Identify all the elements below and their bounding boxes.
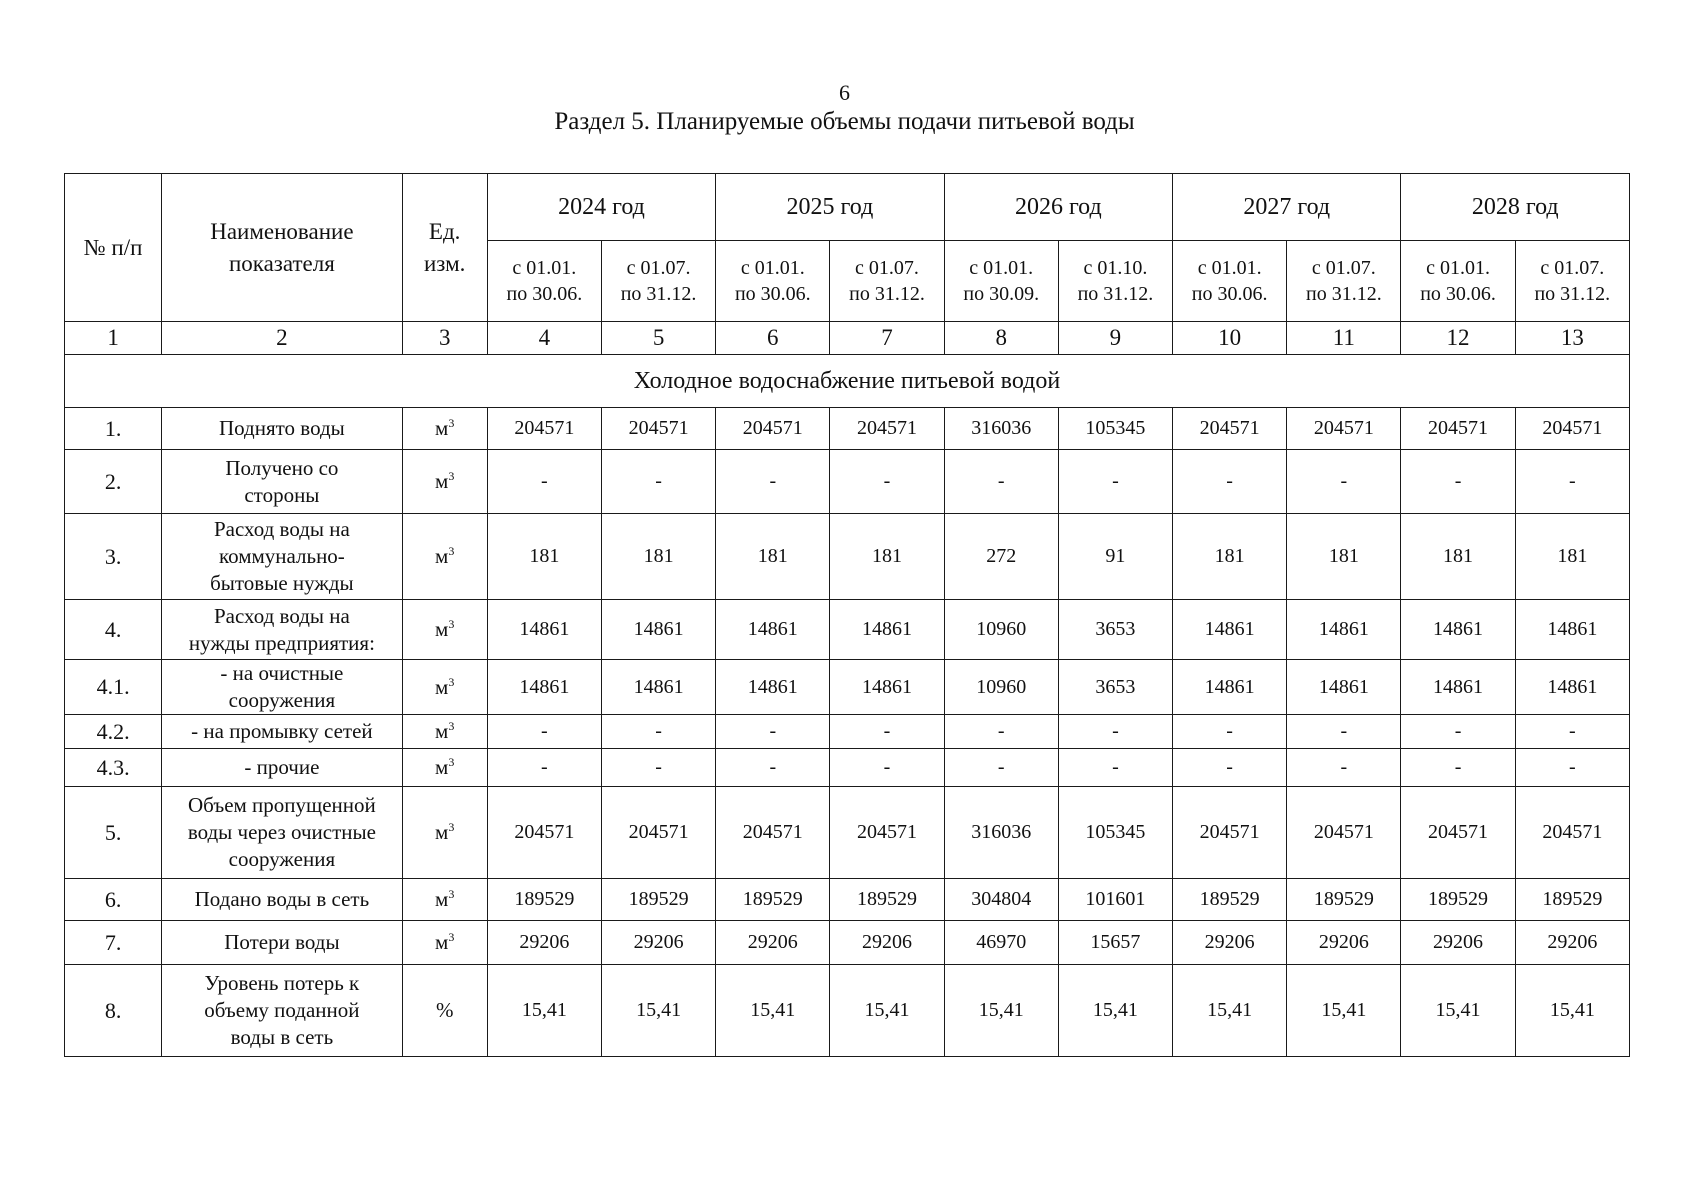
row-name-line: бытовые нужды <box>210 571 354 595</box>
row-value: 204571 <box>487 408 601 450</box>
row-name-line: Подано воды в сеть <box>194 887 370 911</box>
row-value: - <box>716 450 830 514</box>
row-name-line: объему поданной <box>204 998 360 1022</box>
row-unit <box>402 450 487 514</box>
row-value: - <box>830 450 944 514</box>
row-number: 7. <box>65 921 162 965</box>
row-value: 181 <box>716 514 830 600</box>
unit-superscript: 3 <box>448 617 455 631</box>
row-unit <box>402 879 487 921</box>
row-number: 4.2. <box>65 715 162 749</box>
header-year: 2025 год <box>716 174 944 241</box>
row-name-line: Расход воды на <box>213 517 350 541</box>
row-value: 204571 <box>1515 408 1629 450</box>
row-number: 4. <box>65 600 162 660</box>
row-value: 15,41 <box>830 965 944 1057</box>
row-value: 15,41 <box>1515 965 1629 1057</box>
water-supply-table <box>64 173 1630 1057</box>
header-period-line: с 01.07. <box>1540 257 1605 279</box>
unit-text: м <box>435 820 449 844</box>
header-col-name-line: Наименование <box>210 218 354 244</box>
row-value: - <box>1058 450 1172 514</box>
unit-superscript: 3 <box>448 469 455 483</box>
table-row <box>65 787 1630 879</box>
row-value: 204571 <box>601 408 715 450</box>
row-value: 29206 <box>601 921 715 965</box>
row-value: 14861 <box>1515 660 1629 715</box>
column-number: 3 <box>402 322 487 355</box>
header-period <box>1173 241 1287 322</box>
row-value: 101601 <box>1058 879 1172 921</box>
row-value: 14861 <box>1515 600 1629 660</box>
header-period <box>1401 241 1515 322</box>
row-value: 29206 <box>1401 921 1515 965</box>
section-title: Холодное водоснабжение питьевой водой <box>65 355 1630 408</box>
row-value: - <box>601 450 715 514</box>
unit-superscript: 3 <box>448 416 455 430</box>
row-value: 204571 <box>1287 787 1401 879</box>
row-value: - <box>1287 450 1401 514</box>
row-value: 204571 <box>601 787 715 879</box>
row-value: 204571 <box>716 408 830 450</box>
row-value: 46970 <box>944 921 1058 965</box>
row-value: - <box>1515 715 1629 749</box>
header-period-line: с 01.07. <box>855 257 919 279</box>
row-unit <box>402 600 487 660</box>
row-value: 14861 <box>830 600 944 660</box>
row-number: 6. <box>65 879 162 921</box>
row-value: 15657 <box>1058 921 1172 965</box>
row-value: 14861 <box>1173 600 1287 660</box>
row-value: 181 <box>1287 514 1401 600</box>
row-value: 14861 <box>830 660 944 715</box>
column-number: 11 <box>1287 322 1401 355</box>
row-unit <box>402 965 487 1057</box>
table-row <box>65 450 1630 514</box>
unit-text: м <box>435 719 449 743</box>
row-name-line: Уровень потерь к <box>204 971 360 995</box>
header-period-line: с 01.01. <box>512 257 577 279</box>
row-value: 15,41 <box>601 965 715 1057</box>
table-row <box>65 749 1630 787</box>
row-value: 10960 <box>944 600 1058 660</box>
row-value: 189529 <box>716 879 830 921</box>
row-value: 105345 <box>1058 787 1172 879</box>
header-period-line: по 31.12. <box>1077 283 1154 305</box>
header-period-line: с 01.01. <box>740 257 805 279</box>
column-number: 7 <box>830 322 944 355</box>
header-col-number: № п/п <box>65 174 162 322</box>
row-value: 14861 <box>487 660 601 715</box>
row-value: 189529 <box>487 879 601 921</box>
header-period-line: по 31.12. <box>849 283 925 305</box>
row-value: 3653 <box>1058 660 1172 715</box>
unit-superscript: 3 <box>448 674 455 689</box>
header-col-name <box>162 174 402 322</box>
unit-superscript: 3 <box>448 719 455 733</box>
unit-text: м <box>435 617 449 641</box>
row-value: 181 <box>1401 514 1515 600</box>
row-unit <box>402 749 487 787</box>
row-value: 29206 <box>1515 921 1629 965</box>
row-value: - <box>601 749 715 787</box>
header-period-line: по 31.12. <box>1305 283 1382 305</box>
row-value: 14861 <box>716 660 830 715</box>
row-value: 181 <box>830 514 944 600</box>
header-period-line: по 30.06. <box>506 283 583 305</box>
column-number: 8 <box>944 322 1058 355</box>
unit-superscript: 3 <box>448 887 455 901</box>
header-period <box>1515 241 1629 322</box>
unit-text: м <box>435 416 449 440</box>
header-col-unit-line: Ед. <box>428 218 461 244</box>
row-value: - <box>716 749 830 787</box>
table-row <box>65 879 1630 921</box>
row-value: 14861 <box>716 600 830 660</box>
header-period-line: с 01.01. <box>1197 257 1262 279</box>
row-value: 204571 <box>1287 408 1401 450</box>
row-value: - <box>1173 450 1287 514</box>
row-value: 204571 <box>716 787 830 879</box>
header-period-line: с 01.01. <box>1426 257 1490 279</box>
row-value: 272 <box>944 514 1058 600</box>
row-value: 189529 <box>1401 879 1515 921</box>
row-value: 105345 <box>1058 408 1172 450</box>
column-number: 13 <box>1515 322 1629 355</box>
row-value: 181 <box>1515 514 1629 600</box>
row-value: 14861 <box>1287 660 1401 715</box>
row-value: 15,41 <box>1401 965 1515 1057</box>
row-number: 4.3. <box>65 749 162 787</box>
unit-text: м <box>435 887 449 911</box>
row-name <box>162 450 402 514</box>
row-value: 189529 <box>1515 879 1629 921</box>
row-value: - <box>487 715 601 749</box>
row-value: 14861 <box>601 660 715 715</box>
row-name-line: сооружения <box>228 688 336 712</box>
row-name <box>162 715 402 749</box>
table-row <box>65 715 1630 749</box>
row-name-line: сооружения <box>228 847 336 871</box>
header-period <box>487 241 601 322</box>
table-row <box>65 965 1630 1057</box>
row-unit <box>402 787 487 879</box>
row-value: 15,41 <box>1058 965 1172 1057</box>
row-value: 29206 <box>1287 921 1401 965</box>
table-row <box>65 921 1630 965</box>
column-number: 10 <box>1173 322 1287 355</box>
row-value: 14861 <box>1401 600 1515 660</box>
header-period-line: по 31.12. <box>620 283 697 305</box>
row-value: - <box>944 450 1058 514</box>
row-name <box>162 879 402 921</box>
header-col-name-line: показателя <box>228 250 335 276</box>
row-value: 204571 <box>1401 408 1515 450</box>
header-period-line: по 30.06. <box>1420 283 1496 305</box>
row-value: - <box>1058 749 1172 787</box>
row-name-line: Поднято воды <box>219 416 345 440</box>
unit-superscript: 3 <box>448 544 455 558</box>
row-name-line: воды в сеть <box>230 1025 334 1049</box>
row-name-line: нужды предприятия: <box>188 630 375 655</box>
row-value: 14861 <box>1287 600 1401 660</box>
unit-text: м <box>435 674 449 699</box>
row-name-line: воды через очистные <box>187 820 376 844</box>
header-period <box>716 241 830 322</box>
column-number: 6 <box>716 322 830 355</box>
row-value: 181 <box>1173 514 1287 600</box>
row-name-line: Расход воды на <box>213 603 350 628</box>
row-value: 29206 <box>487 921 601 965</box>
row-value: 29206 <box>830 921 944 965</box>
row-name <box>162 787 402 879</box>
column-number: 12 <box>1401 322 1515 355</box>
section-row <box>65 355 1630 408</box>
row-value: - <box>1401 715 1515 749</box>
header-period <box>830 241 944 322</box>
row-value: 14861 <box>487 600 601 660</box>
column-number: 1 <box>65 322 162 355</box>
row-name-line: - прочие <box>244 755 320 779</box>
row-value: - <box>1173 749 1287 787</box>
row-value: 204571 <box>830 408 944 450</box>
row-value: 15,41 <box>944 965 1058 1057</box>
row-value: 189529 <box>1287 879 1401 921</box>
row-number: 1. <box>65 408 162 450</box>
row-value: - <box>1173 715 1287 749</box>
header-period <box>1058 241 1172 322</box>
row-value: 15,41 <box>1173 965 1287 1057</box>
row-value: - <box>716 715 830 749</box>
row-name-line: - на очистные <box>220 661 344 685</box>
row-name-line: Потери воды <box>224 930 340 954</box>
row-name <box>162 660 402 715</box>
row-value: 189529 <box>830 879 944 921</box>
row-value: 91 <box>1058 514 1172 600</box>
header-period <box>1287 241 1401 322</box>
row-value: - <box>830 715 944 749</box>
table-row <box>65 660 1630 715</box>
row-value: - <box>601 715 715 749</box>
header-year: 2024 год <box>487 174 715 241</box>
row-value: 14861 <box>1173 660 1287 715</box>
row-name-line: - на промывку сетей <box>191 719 373 743</box>
row-value: - <box>830 749 944 787</box>
row-name <box>162 921 402 965</box>
row-name <box>162 514 402 600</box>
header-period-line: по 30.06. <box>1191 283 1268 305</box>
column-number: 9 <box>1058 322 1172 355</box>
header-year: 2027 год <box>1173 174 1401 241</box>
column-number: 5 <box>601 322 715 355</box>
header-period-line: с 01.07. <box>1311 257 1376 279</box>
row-number: 2. <box>65 450 162 514</box>
row-value: 204571 <box>830 787 944 879</box>
row-value: - <box>1287 715 1401 749</box>
row-value: 204571 <box>487 787 601 879</box>
row-value: - <box>1287 749 1401 787</box>
header-row-years <box>65 174 1630 241</box>
row-value: - <box>1058 715 1172 749</box>
header-period-line: по 30.09. <box>963 283 1040 305</box>
header-row-column-numbers <box>65 322 1630 355</box>
row-value: 316036 <box>944 408 1058 450</box>
header-col-unit-line: изм. <box>424 250 466 276</box>
row-value: - <box>1515 450 1629 514</box>
row-value: 189529 <box>1173 879 1287 921</box>
unit-text: % <box>435 998 454 1022</box>
row-number: 5. <box>65 787 162 879</box>
row-value: 204571 <box>1515 787 1629 879</box>
row-name-line: коммунально- <box>218 544 345 568</box>
row-value: 181 <box>487 514 601 600</box>
unit-text: м <box>435 930 449 954</box>
row-value: 15,41 <box>487 965 601 1057</box>
row-name <box>162 749 402 787</box>
row-number: 4.1. <box>65 660 162 715</box>
row-value: 14861 <box>1401 660 1515 715</box>
row-value: 189529 <box>601 879 715 921</box>
row-value: - <box>944 715 1058 749</box>
row-value: 304804 <box>944 879 1058 921</box>
row-name <box>162 408 402 450</box>
row-value: 29206 <box>1173 921 1287 965</box>
row-value: 181 <box>601 514 715 600</box>
row-name <box>162 965 402 1057</box>
unit-superscript: 3 <box>448 820 455 834</box>
unit-superscript: 3 <box>448 930 455 944</box>
row-unit <box>402 715 487 749</box>
unit-text: м <box>435 544 449 568</box>
column-number: 4 <box>487 322 601 355</box>
header-year: 2026 год <box>944 174 1172 241</box>
unit-text: м <box>435 469 449 493</box>
row-value: - <box>487 749 601 787</box>
row-value: 15,41 <box>716 965 830 1057</box>
column-number: 2 <box>162 322 402 355</box>
page-number: 6 <box>839 80 850 105</box>
header-year: 2028 год <box>1401 174 1630 241</box>
unit-text: м <box>435 755 449 779</box>
row-value: - <box>944 749 1058 787</box>
row-name-line: стороны <box>244 482 320 507</box>
header-period-line: по 31.12. <box>1534 283 1611 305</box>
header-period-line: с 01.10. <box>1083 257 1148 279</box>
row-unit <box>402 514 487 600</box>
header-period <box>944 241 1058 322</box>
row-value: 15,41 <box>1287 965 1401 1057</box>
row-value: 14861 <box>601 600 715 660</box>
table-row <box>65 600 1630 660</box>
row-value: 204571 <box>1173 787 1287 879</box>
row-value: 204571 <box>1401 787 1515 879</box>
row-value: 3653 <box>1058 600 1172 660</box>
row-value: 29206 <box>716 921 830 965</box>
row-value: 10960 <box>944 660 1058 715</box>
unit-superscript: 3 <box>448 755 455 769</box>
row-name-line: Получено со <box>225 455 339 480</box>
page-title: Раздел 5. Планируемые объемы подачи питьевой воды <box>554 108 1135 135</box>
row-value: 316036 <box>944 787 1058 879</box>
row-unit <box>402 921 487 965</box>
header-col-unit <box>402 174 487 322</box>
row-unit <box>402 660 487 715</box>
row-value: - <box>1515 749 1629 787</box>
row-value: - <box>487 450 601 514</box>
row-value: - <box>1401 749 1515 787</box>
row-name-line: Объем пропущенной <box>188 793 376 817</box>
table-row <box>65 408 1630 450</box>
row-unit <box>402 408 487 450</box>
header-period-line: по 30.06. <box>734 283 811 305</box>
header-period-line: с 01.01. <box>969 257 1034 279</box>
header-period-line: с 01.07. <box>626 257 691 279</box>
row-value: - <box>1401 450 1515 514</box>
row-number: 8. <box>65 965 162 1057</box>
header-period <box>601 241 715 322</box>
table-row <box>65 514 1630 600</box>
row-value: 204571 <box>1173 408 1287 450</box>
row-name <box>162 600 402 660</box>
row-number: 3. <box>65 514 162 600</box>
